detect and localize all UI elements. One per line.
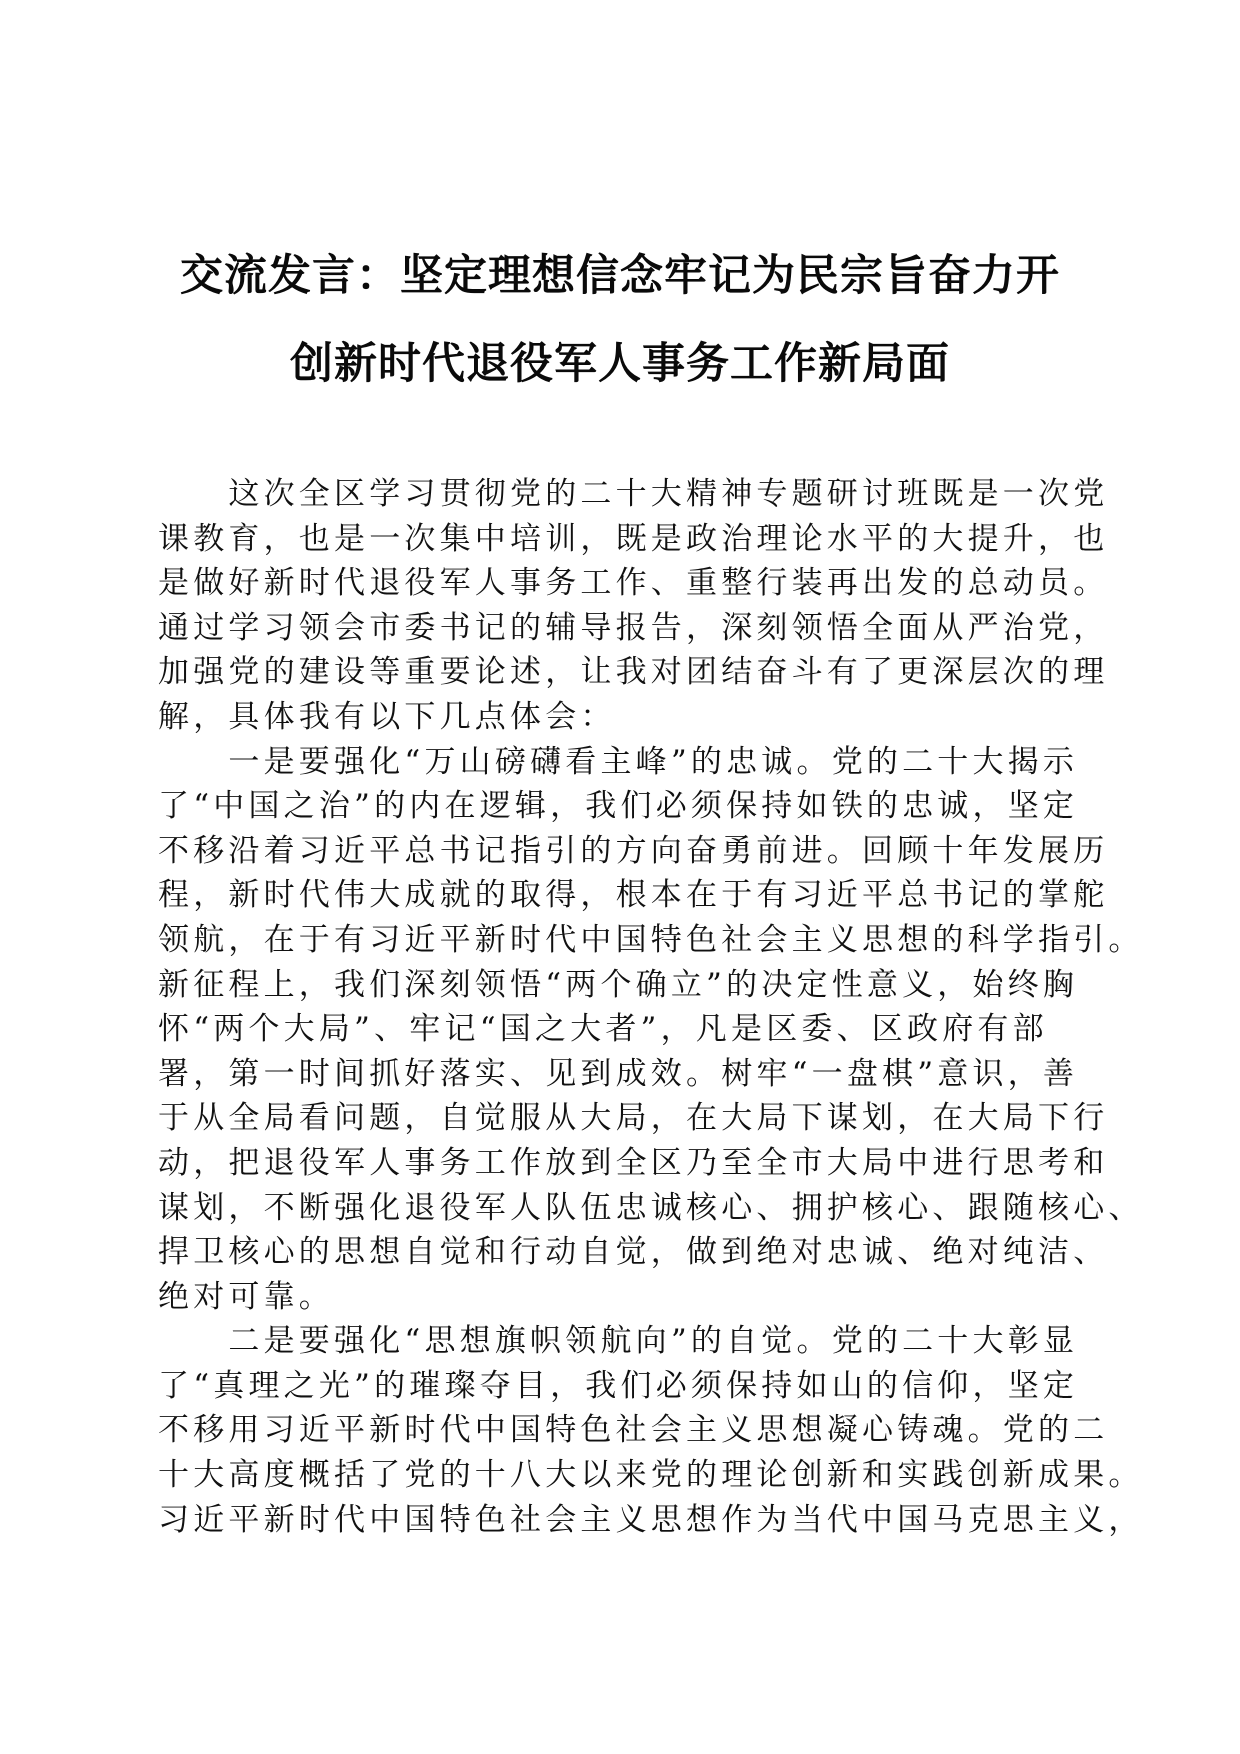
body-line: 加强党的建设等重要论述，让我对团结奋斗有了更深层次的理	[158, 654, 1109, 691]
title-line-1: 交流发言：坚定理想信念牢记为民宗旨奋力开	[180, 251, 1060, 301]
body-line: 捍卫核心的思想自觉和行动自觉，做到绝对忠诚、绝对纯洁、	[158, 1234, 1109, 1271]
body-line: 绝对可靠。	[158, 1278, 334, 1315]
body-line: 习近平新时代中国特色社会主义思想作为当代中国马克思主义，	[158, 1501, 1144, 1538]
body-line: 一是要强化“万山磅礴看主峰”的忠诚。党的二十大揭示	[158, 743, 1079, 780]
body-line: 于从全局看问题，自觉服从大局，在大局下谋划，在大局下行	[158, 1100, 1109, 1137]
body-line: 十大高度概括了党的十八大以来党的理论创新和实践创新成果。	[158, 1457, 1144, 1494]
body-line: 程，新时代伟大成就的取得，根本在于有习近平总书记的掌舵	[158, 877, 1109, 914]
body-line: 解，具体我有以下几点体会：	[158, 698, 616, 735]
body-line: 这次全区学习贯彻党的二十大精神专题研讨班既是一次党	[158, 476, 1109, 512]
body-line: 谋划，不断强化退役军人队伍忠诚核心、拥护核心、跟随核心、	[158, 1189, 1144, 1226]
body-line: 怀“两个大局”、牢记“国之大者”，凡是区委、区政府有部	[158, 1011, 1048, 1048]
body-line: 课教育，也是一次集中培训，既是政治理论水平的大提升，也	[158, 520, 1109, 557]
body-line: 新征程上，我们深刻领悟“两个确立”的决定性意义，始终胸	[158, 966, 1079, 1003]
body-line: 通过学习领会市委书记的辅导报告，深刻领悟全面从严治党，	[158, 609, 1109, 646]
body-line: 了“真理之光”的璀璨夺目，我们必须保持如山的信仰，坚定	[158, 1367, 1079, 1404]
body-line: 二是要强化“思想旗帜领航向”的自觉。党的二十大彰显	[158, 1323, 1079, 1360]
body-line: 不移沿着习近平总书记指引的方向奋勇前进。回顾十年发展历	[158, 832, 1109, 869]
body-line: 署，第一时间抓好落实、见到成效。树牢“一盘棋”意识，善	[158, 1055, 1079, 1092]
title-line-2: 创新时代退役军人事务工作新局面	[290, 339, 950, 389]
document-body	[158, 472, 1144, 1542]
body-line: 动，把退役军人事务工作放到全区乃至全市大局中进行思考和	[158, 1144, 1109, 1181]
body-line: 不移用习近平新时代中国特色社会主义思想凝心铸魂。党的二	[158, 1412, 1109, 1449]
body-line: 了“中国之治”的内在逻辑，我们必须保持如铁的忠诚，坚定	[158, 788, 1079, 825]
document-title	[140, 232, 1100, 408]
body-line: 领航，在于有习近平新时代中国特色社会主义思想的科学指引。	[158, 921, 1144, 958]
body-line: 是做好新时代退役军人事务工作、重整行装再出发的总动员。	[158, 565, 1109, 602]
